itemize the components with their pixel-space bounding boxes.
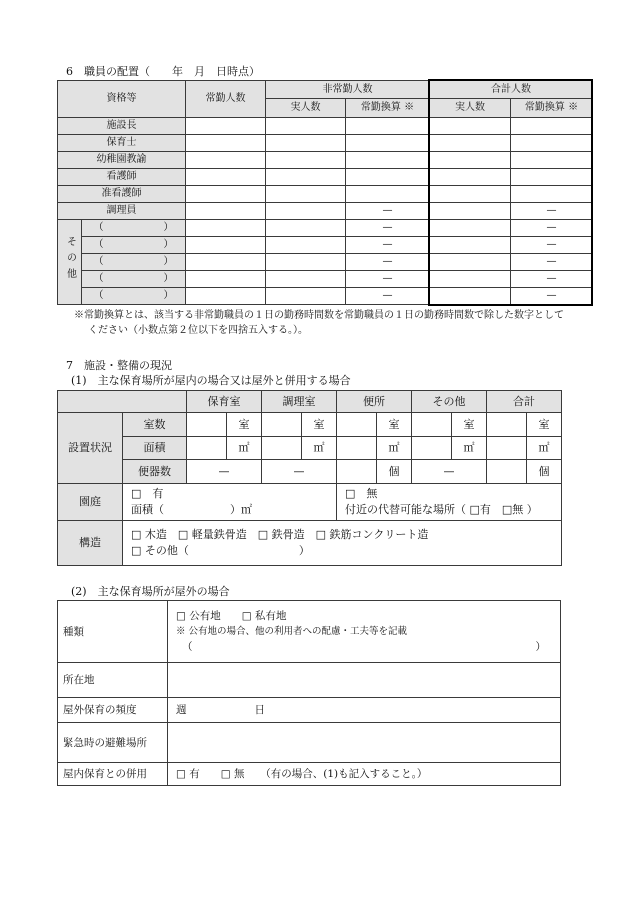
yard-row	[58, 484, 562, 521]
area-toilet-value	[337, 437, 377, 460]
facility-outdoor-table	[57, 600, 561, 786]
location-label: 所在地	[58, 663, 168, 698]
toilets-nursery-dash: —	[187, 460, 262, 484]
cell-cook-fulltime	[186, 203, 266, 220]
toilets-total-unit: 個	[527, 460, 562, 484]
evacuation-row	[58, 723, 561, 763]
cell-other-2-total-actual	[430, 237, 511, 254]
col-nursery-room: 保育室	[187, 391, 262, 413]
frequency-label: 屋外保育の頻度	[58, 698, 168, 723]
facility-header-blank	[58, 391, 187, 413]
cell-other-4-parttime-actual	[266, 271, 346, 288]
rooms-toilet-value	[337, 413, 377, 437]
area-other-unit: ㎡	[452, 437, 487, 460]
indoor-subheading: (1) 主な保育場所が屋内の場合又は屋外と併用する場合	[71, 374, 351, 387]
row-label-other-2: （ ）	[82, 237, 186, 254]
staff-row	[58, 288, 593, 305]
cell-kindergarten-teacher-parttime-equiv	[346, 152, 430, 169]
rooms-nursery-unit: 室	[227, 413, 262, 437]
cell-assistant-nurse-total-actual	[430, 186, 511, 203]
cell-other-1-total-actual	[430, 220, 511, 237]
cell-nurse-fulltime	[186, 169, 266, 186]
col-kitchen: 調理室	[262, 391, 337, 413]
cell-director-parttime-actual	[266, 118, 346, 135]
section7-heading: 7 施設・整備の現況	[66, 359, 172, 372]
cell-other-2-total-equiv: —	[511, 237, 593, 254]
staff-row	[58, 220, 593, 237]
frequency-day: 日	[254, 704, 265, 716]
cell-other-4-fulltime	[186, 271, 266, 288]
staff-row	[58, 186, 593, 203]
rooms-other-unit: 室	[452, 413, 487, 437]
cell-director-total-equiv	[511, 118, 593, 135]
rooms-kitchen-unit: 室	[302, 413, 337, 437]
toilets-other-dash: —	[412, 460, 487, 484]
header-total-actual: 実人数	[430, 99, 511, 118]
cell-other-5-parttime-actual	[266, 288, 346, 305]
cell-nurse-parttime-actual	[266, 169, 346, 186]
area-nursery-value	[187, 437, 227, 460]
staff-row	[58, 271, 593, 288]
equivalent-note-line1: ※常勤換算とは、該当する非常勤職員の１日の勤務時間数を常勤職員の１日の勤務時間数で除した数字として	[74, 310, 564, 321]
header-parttime-actual: 実人数	[266, 99, 346, 118]
cell-other-5-parttime-equiv: —	[346, 288, 430, 305]
toilets-toilet-value	[337, 460, 377, 484]
row-label-toilets: 便器数	[123, 460, 187, 484]
combined-options: □ 有 □ 無 （有の場合、(1)も記入すること。）	[168, 763, 561, 786]
cell-other-5-fulltime	[186, 288, 266, 305]
cell-cook-total-actual	[430, 203, 511, 220]
facility-header-row	[58, 391, 562, 413]
row-label-kindergarten-teacher: 幼稚園教諭	[58, 152, 186, 169]
row-label-cook: 調理員	[58, 203, 186, 220]
rooms-kitchen-value	[262, 413, 302, 437]
cell-nurse-parttime-equiv	[346, 169, 430, 186]
structure-options-cell	[123, 521, 562, 566]
cell-kindergarten-teacher-fulltime	[186, 152, 266, 169]
yard-no-cell	[337, 484, 562, 521]
toilets-toilet-unit: 個	[377, 460, 412, 484]
cell-director-fulltime	[186, 118, 266, 135]
cell-other-3-parttime-actual	[266, 254, 346, 271]
rooms-row	[58, 413, 562, 437]
staff-row	[58, 254, 593, 271]
yard-yes-cell	[123, 484, 337, 521]
header-total-count: 合計人数	[430, 81, 593, 99]
type-public-land-note: ※ 公有地の場合、他の利用者への配慮・工夫等を記載	[176, 626, 408, 637]
area-other-value	[412, 437, 452, 460]
cell-childcare-worker-parttime-equiv	[346, 135, 430, 152]
cell-other-2-parttime-equiv: —	[346, 237, 430, 254]
area-kitchen-unit: ㎡	[302, 437, 337, 460]
open-paren: （	[182, 641, 193, 653]
frequency-value	[168, 698, 561, 723]
row-label-other-1: （ ）	[82, 220, 186, 237]
area-toilet-unit: ㎡	[377, 437, 412, 460]
section6-heading: 6 職員の配置（ 年 月 日時点）	[66, 65, 260, 78]
structure-options-line2: □ その他（ ）	[131, 544, 310, 557]
outdoor-subheading: (2) 主な保育場所が屋外の場合	[71, 585, 230, 598]
type-label: 種類	[58, 601, 168, 663]
structure-options-line1: □ 木造 □ 軽量鉄骨造 □ 鉄骨造 □ 鉄筋コンクリート造	[131, 528, 429, 541]
other-group-label	[58, 220, 82, 305]
area-total-unit: ㎡	[527, 437, 562, 460]
staff-header-row	[58, 81, 593, 99]
yard-alternative-place: 付近の代替可能な場所（ □有 □無 ）	[345, 503, 538, 516]
header-fulltime-count: 常勤人数	[186, 81, 266, 118]
row-label-assistant-nurse: 准看護師	[58, 186, 186, 203]
area-nursery-unit: ㎡	[227, 437, 262, 460]
frequency-field	[176, 704, 560, 716]
cell-assistant-nurse-total-equiv	[511, 186, 593, 203]
structure-row	[58, 521, 562, 566]
cell-other-1-fulltime	[186, 220, 266, 237]
evacuation-label: 緊急時の避難場所	[58, 723, 168, 763]
staff-row	[58, 118, 593, 135]
header-parttime-equiv: 常勤換算 ※	[346, 99, 430, 118]
cell-other-3-total-actual	[430, 254, 511, 271]
header-qualification: 資格等	[58, 81, 186, 118]
cell-assistant-nurse-parttime-equiv	[346, 186, 430, 203]
cell-cook-parttime-actual	[266, 203, 346, 220]
cell-childcare-worker-total-equiv	[511, 135, 593, 152]
other-group-label-text: その他	[64, 236, 76, 284]
row-label-rooms: 室数	[123, 413, 187, 437]
area-total-value	[487, 437, 527, 460]
staff-row	[58, 152, 593, 169]
rooms-nursery-value	[187, 413, 227, 437]
cell-childcare-worker-total-actual	[430, 135, 511, 152]
yard-area: 面積（ ）㎡	[131, 503, 252, 516]
cell-childcare-worker-parttime-actual	[266, 135, 346, 152]
row-label-other-4: （ ）	[82, 271, 186, 288]
installation-status-label: 設置状況	[58, 413, 123, 484]
yard-label: 園庭	[58, 484, 123, 521]
toilets-total-value	[487, 460, 527, 484]
row-label-other-3: （ ）	[82, 254, 186, 271]
cell-director-parttime-equiv	[346, 118, 430, 135]
toilets-row	[58, 460, 562, 484]
cell-other-4-parttime-equiv: —	[346, 271, 430, 288]
row-label-director: 施設長	[58, 118, 186, 135]
cell-other-4-total-equiv: —	[511, 271, 593, 288]
location-row	[58, 663, 561, 698]
combined-row	[58, 763, 561, 786]
rooms-total-unit: 室	[527, 413, 562, 437]
cell-assistant-nurse-parttime-actual	[266, 186, 346, 203]
col-other: その他	[412, 391, 487, 413]
evacuation-value	[168, 723, 561, 763]
cell-other-3-total-equiv: —	[511, 254, 593, 271]
type-note-field	[176, 639, 560, 655]
cell-kindergarten-teacher-total-equiv	[511, 152, 593, 169]
row-label-other-5: （ ）	[82, 288, 186, 305]
staff-row	[58, 203, 593, 220]
staff-allocation-table	[57, 80, 593, 305]
cell-other-5-total-actual	[430, 288, 511, 305]
col-toilet: 便所	[337, 391, 412, 413]
staff-row	[58, 135, 593, 152]
area-kitchen-value	[262, 437, 302, 460]
cell-nurse-total-equiv	[511, 169, 593, 186]
cell-other-1-parttime-equiv: —	[346, 220, 430, 237]
cell-childcare-worker-fulltime	[186, 135, 266, 152]
staff-row	[58, 169, 593, 186]
cell-other-4-total-actual	[430, 271, 511, 288]
combined-label: 屋内保育との併用	[58, 763, 168, 786]
col-total: 合計	[487, 391, 562, 413]
close-paren: ）	[535, 641, 546, 653]
area-row	[58, 437, 562, 460]
type-content	[168, 601, 561, 663]
header-parttime-count: 非常勤人数	[266, 81, 430, 99]
staff-row	[58, 237, 593, 254]
type-row	[58, 601, 561, 663]
row-label-nurse: 看護師	[58, 169, 186, 186]
equivalent-note-line2: ください（小数点第２位以下を四捨五入する。）。	[88, 325, 308, 336]
row-label-area: 面積	[123, 437, 187, 460]
cell-kindergarten-teacher-parttime-actual	[266, 152, 346, 169]
cell-cook-total-equiv: —	[511, 203, 593, 220]
cell-other-1-total-equiv: —	[511, 220, 593, 237]
cell-assistant-nurse-fulltime	[186, 186, 266, 203]
structure-label: 構造	[58, 521, 123, 566]
cell-other-3-fulltime	[186, 254, 266, 271]
cell-director-total-actual	[430, 118, 511, 135]
rooms-total-value	[487, 413, 527, 437]
facility-indoor-table	[57, 390, 562, 566]
yard-no-option: □ 無	[345, 487, 378, 500]
location-value	[168, 663, 561, 698]
cell-other-3-parttime-equiv: —	[346, 254, 430, 271]
header-total-equiv: 常勤換算 ※	[511, 99, 593, 118]
type-options: □ 公有地 □ 私有地	[176, 610, 287, 622]
frequency-row	[58, 698, 561, 723]
yard-yes-option: □ 有	[131, 487, 164, 500]
row-label-childcare-worker: 保育士	[58, 135, 186, 152]
cell-other-2-parttime-actual	[266, 237, 346, 254]
cell-other-2-fulltime	[186, 237, 266, 254]
cell-cook-parttime-equiv: —	[346, 203, 430, 220]
rooms-toilet-unit: 室	[377, 413, 412, 437]
cell-nurse-total-actual	[430, 169, 511, 186]
frequency-week: 週	[176, 704, 187, 716]
cell-other-1-parttime-actual	[266, 220, 346, 237]
cell-kindergarten-teacher-total-actual	[430, 152, 511, 169]
toilets-kitchen-dash: —	[262, 460, 337, 484]
cell-other-5-total-equiv: —	[511, 288, 593, 305]
rooms-other-value	[412, 413, 452, 437]
